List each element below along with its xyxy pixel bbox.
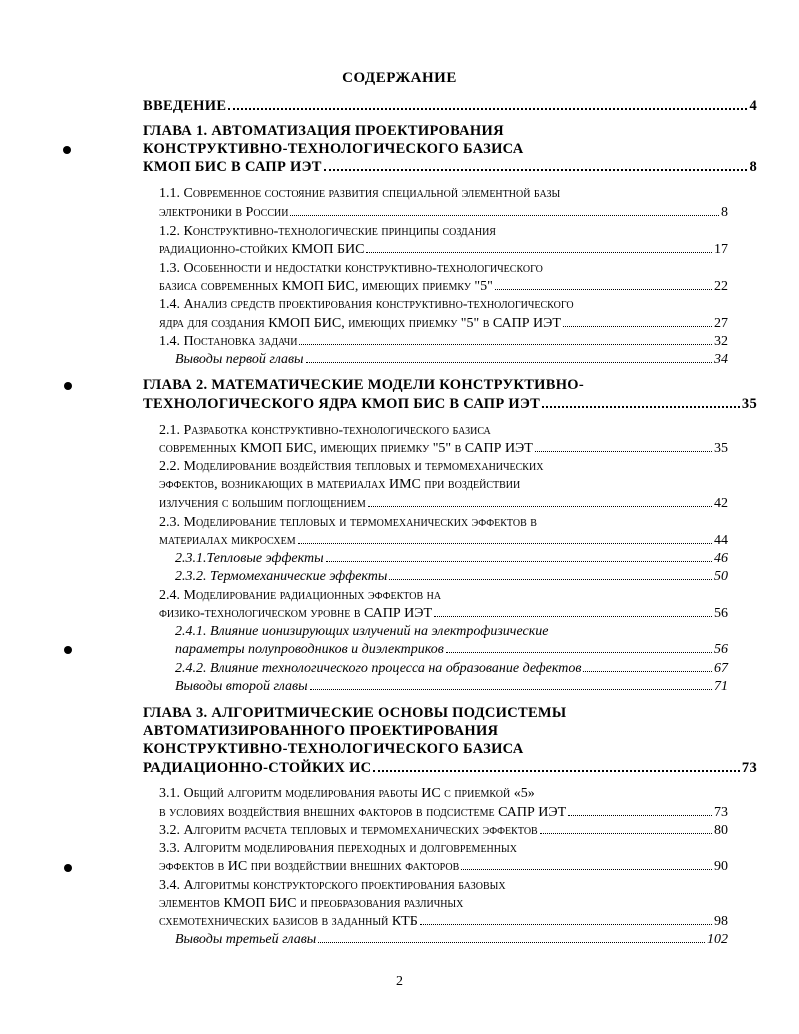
section-2-2-line-2: эффектов, возникающих в материалах ИМС при воздействии [159,477,521,492]
toc-entry-3-4[interactable]: схемотехнических базисов в заданный КТБ 98 [159,914,728,929]
chapter2-heading-line-1: ГЛАВА 2. МАТЕМАТИЧЕСКИЕ МОДЕЛИ КОНСТРУКТИВНО- [143,377,585,393]
section-3-1-line-1: 3.1. Общий алгоритм моделирования работы ИС с приемкой «5» [159,786,535,801]
section-2-2-line-1: 2.2. Моделирование воздействия тепловых и термомеханических [159,459,544,474]
toc-entry-chapter3[interactable]: РАДИАЦИОННО-СТОЙКИХ ИС 73 [143,760,757,776]
toc-entry-2-4[interactable]: физико-технологическом уровне в САПР ИЭТ 56 [159,606,728,621]
toc-entry-chapter1[interactable]: КМОП БИС В САПР ИЭТ 8 [143,159,757,175]
binding-hole-mark [64,864,72,872]
section-1-4-line-1: 1.4. Анализ средств проектирования конструктивно-технологического [159,297,574,312]
toc-entry-1-2[interactable]: радиационно-стойких КМОП БИС 17 [159,242,728,257]
toc-entry-1-4-task[interactable]: 1.4. Постановка задачи 32 [159,334,728,349]
section-3-3-line-1: 3.3. Алгоритм моделирования переходных и долговременных [159,841,517,856]
chapter1-heading-line-1: ГЛАВА 1. АВТОМАТИЗАЦИЯ ПРОЕКТИРОВАНИЯ [143,123,504,139]
toc-entry-2-4-2[interactable]: 2.4.2. Влияние технологического процесса на образование дефектов 67 [175,661,728,676]
toc-entry-chapter2[interactable]: ТЕХНОЛОГИЧЕСКОГО ЯДРА КМОП БИС В САПР ИЭТ 35 [143,396,757,412]
chapter3-heading-line-3: КОНСТРУКТИВНО-ТЕХНОЛОГИЧЕСКОГО БАЗИСА [143,741,524,757]
section-1-2-line-1: 1.2. Конструктивно-технологические принципы создания [159,224,496,239]
section-2-4-1-line-1: 2.4.1. Влияние ионизирующих излучений на электрофизические [175,624,549,639]
page-number: 2 [396,974,403,989]
toc-entry-2-4-1[interactable]: параметры полупроводников и диэлектриков 56 [175,642,728,657]
toc-entry-1-1[interactable]: электроники в России 8 [159,205,728,220]
toc-entry-2-3-2[interactable]: 2.3.2. Термомеханические эффекты 50 [175,569,728,584]
section-3-4-line-2: элементов КМОП БИС и преобразования различных [159,896,464,911]
toc-entry-intro[interactable]: ВВЕДЕНИЕ 4 [143,98,757,114]
toc-entry-3-2[interactable]: 3.2. Алгоритм расчета тепловых и термомеханических эффектов 80 [159,823,728,838]
toc-entry-chapter1-conclusion[interactable]: Выводы первой главы 34 [175,352,728,367]
toc-entry-chapter3-conclusion[interactable]: Выводы третьей главы 102 [175,932,728,947]
toc-entry-2-3[interactable]: материалах микросхем 44 [159,533,728,548]
section-1-1-line-1: 1.1. Современное состояние развития специальной элементной базы [159,186,561,201]
toc-entry-chapter2-conclusion[interactable]: Выводы второй главы 71 [175,679,728,694]
section-2-1-line-1: 2.1. Разработка конструктивно-технологического базиса [159,423,491,438]
chapter3-heading-line-1: ГЛАВА 3. АЛГОРИТМИЧЕСКИЕ ОСНОВЫ ПОДСИСТЕМЫ [143,705,567,721]
page-title: СОДЕРЖАНИЕ [342,70,457,86]
binding-hole-mark [63,146,71,154]
toc-entry-3-1[interactable]: в условиях воздействия внешних факторов в подсистеме САПР ИЭТ 73 [159,805,728,820]
section-1-3-line-1: 1.3. Особенности и недостатки конструктивно-технологического [159,261,543,276]
binding-hole-mark [64,646,72,654]
chapter1-heading-line-2: КОНСТРУКТИВНО-ТЕХНОЛОГИЧЕСКОГО БАЗИСА [143,141,524,157]
chapter3-heading-line-2: АВТОМАТИЗИРОВАННОГО ПРОЕКТИРОВАНИЯ [143,723,499,739]
section-3-4-line-1: 3.4. Алгоритмы конструкторского проектирования базовых [159,878,506,893]
section-2-3-line-1: 2.3. Моделирование тепловых и термомеханических эффектов в [159,515,537,530]
toc-entry-3-3[interactable]: эффектов в ИС при воздействии внешних факторов 90 [159,859,728,874]
toc-entry-1-4[interactable]: ядра для создания КМОП БИС, имеющих приемку "5" в САПР ИЭТ 27 [159,316,728,331]
toc-entry-2-2[interactable]: излучения с большим поглощением 42 [159,496,728,511]
section-2-4-line-1: 2.4. Моделирование радиационных эффектов на [159,588,442,603]
binding-hole-mark [64,382,72,390]
toc-entry-1-3[interactable]: базиса современных КМОП БИС, имеющих приемку "5" 22 [159,279,728,294]
toc-entry-2-3-1[interactable]: 2.3.1.Тепловые эффекты 46 [175,551,728,566]
toc-entry-2-1[interactable]: современных КМОП БИС, имеющих приемку "5" в САПР ИЭТ 35 [159,441,728,456]
